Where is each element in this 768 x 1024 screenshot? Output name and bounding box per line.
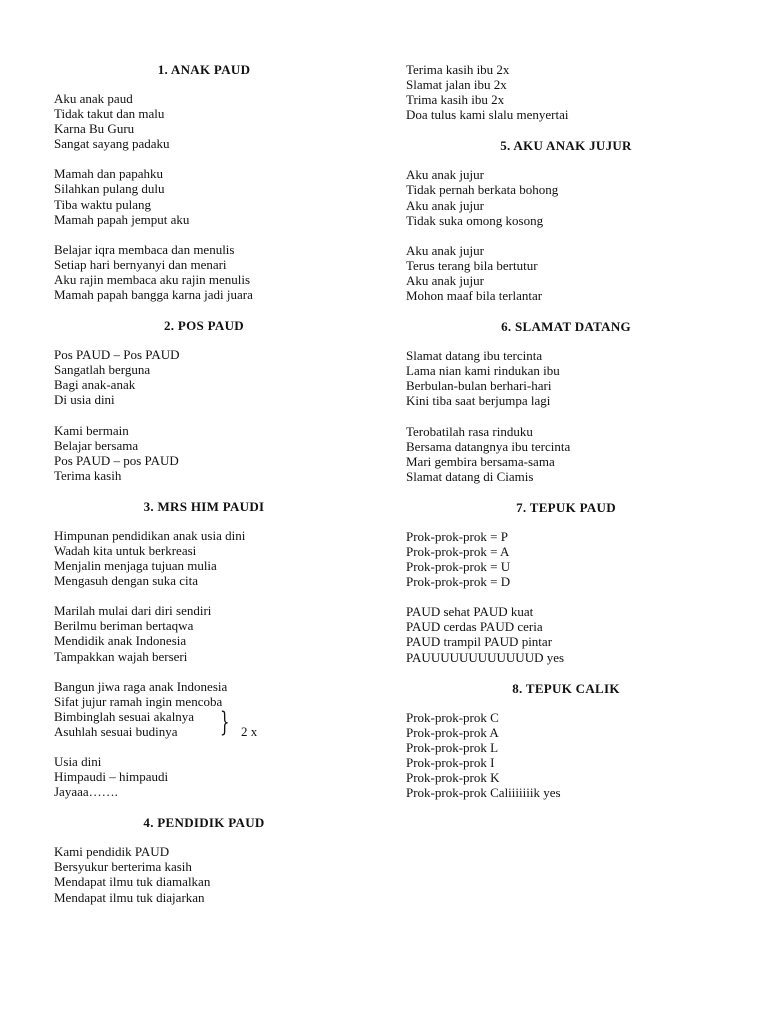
lyric-line: Setiap hari bernyanyi dan menari (54, 256, 227, 272)
lyric-line: Silahkan pulang dulu (54, 181, 165, 197)
lyric-line: Kami pendidik PAUD (54, 844, 170, 860)
lyric-line: Berbulan-bulan berhari-hari (406, 378, 552, 394)
lyric-line: Asuhlah sesuai budinya (54, 723, 178, 739)
lyric-line: Doa tulus kami slalu menyertai (406, 107, 569, 123)
stanza (54, 347, 354, 407)
left-column (54, 62, 354, 920)
song-title: 8. TEPUK CALIK (512, 680, 620, 696)
stanza (54, 679, 354, 739)
lyric-line: Prok-prok-prok Caliiiiiiik yes (406, 785, 561, 801)
lyric-line: Bersama datangnya ibu tercinta (406, 438, 571, 454)
lyric-line: Tampakkan wajah berseri (54, 648, 188, 664)
lyric-text: Bimbinglah sesuai akalnya (54, 708, 195, 724)
lyric-line: Kini tiba saat berjumpa lagi (406, 393, 551, 409)
lyric-line: PAUD sehat PAUD kuat (406, 604, 534, 620)
lyric-line: Kami bermain (54, 422, 129, 438)
lyric-line: Prok-prok-prok = D (406, 574, 511, 590)
lyric-line: Prok-prok-prok K (406, 770, 500, 785)
song-title: 3. MRS HIM PAUDI (143, 498, 265, 514)
lyric-line: Pos PAUD – Pos PAUD (54, 347, 180, 363)
lyric-line: Mamah papah bangga karna jadi juara (54, 287, 253, 303)
lyric-line: PAUUUUUUUUUUUUD yes (406, 649, 565, 665)
lyric-line: Tidak takut dan malu (54, 106, 165, 122)
stanza (406, 243, 726, 303)
lyric-line: Prok-prok-prok = P (406, 528, 508, 544)
lyric-line: Mohon maaf bila terlantar (406, 288, 543, 304)
lyric-line: Menjalin menjaga tujuan mulia (54, 558, 217, 574)
song-title: 5. AKU ANAK JUJUR (500, 138, 632, 154)
stanza (406, 167, 726, 227)
lyric-line: Prok-prok-prok C (406, 709, 499, 725)
lyric-line: Mari gembira bersama-sama (406, 453, 555, 469)
lyric-line: Trima kasih ibu 2x (406, 92, 505, 108)
lyric-line: Terima kasih (54, 467, 122, 483)
lyric-line: Marilah mulai dari diri sendiri (54, 603, 212, 619)
song-block (54, 499, 354, 799)
stanza (54, 603, 354, 663)
lyric-line: Tiba waktu pulang (54, 196, 152, 212)
lyric-line: Bagi anak-anak (54, 377, 136, 393)
lyric-line: Tidak suka omong kosong (406, 212, 544, 228)
song-block (54, 318, 354, 483)
lyric-line: Aku anak jujur (406, 197, 484, 213)
lyric-line: Belajar iqra membaca dan menulis (54, 241, 235, 257)
stanza (54, 91, 354, 151)
song-block (406, 62, 726, 122)
song-title: 1. ANAK PAUD (157, 62, 251, 77)
stanza (54, 242, 354, 302)
stanza (54, 423, 354, 483)
lyric-line: Bangun jiwa raga anak Indonesia (54, 678, 228, 694)
lyric-line: Mendapat ilmu tuk diamalkan (54, 874, 211, 890)
song-block (54, 62, 354, 302)
stanza (406, 710, 726, 801)
lyric-line: Aku anak paud (54, 91, 133, 106)
lyric-line: Himpaudi – himpaudi (54, 769, 169, 785)
lyric-line: Sifat jujur ramah ingin mencoba (54, 693, 223, 709)
lyric-line: Lama nian kami rindukan ibu (406, 363, 560, 379)
lyric-line: Prok-prok-prok A (406, 724, 499, 740)
stanza (54, 754, 354, 799)
lyric-line: Slamat datang di Ciamis (406, 468, 534, 484)
lyric-line: Aku anak jujur (406, 242, 484, 258)
lyric-line: Aku rajin membaca aku rajin menulis (54, 271, 251, 287)
song-block (406, 681, 726, 801)
lyric-line: Tidak pernah berkata bohong (406, 182, 559, 198)
right-column (406, 62, 726, 815)
lyric-line: Aku anak jujur (406, 272, 484, 288)
stanza (54, 528, 354, 588)
lyric-line: Slamat datang ibu tercinta (406, 348, 543, 364)
stanza (406, 348, 726, 408)
lyric-line: Aku anak jujur (406, 167, 484, 183)
repeat-brace: } (220, 706, 230, 738)
lyric-line: Usia dini (54, 754, 102, 769)
lyric-line: PAUD cerdas PAUD ceria (406, 619, 543, 635)
lyric-line: Belajar bersama (54, 437, 139, 453)
lyric-line: Sangat sayang padaku (54, 136, 170, 152)
song-block (406, 500, 726, 665)
stanza (54, 166, 354, 226)
song-title: 7. TEPUK PAUD (516, 499, 616, 515)
stanza (406, 529, 726, 589)
song-title: 4. PENDIDIK PAUD (143, 815, 265, 831)
lyric-line: Prok-prok-prok I (406, 754, 495, 770)
song-block (406, 319, 726, 484)
lyric-line: Terus terang bila bertutur (406, 257, 538, 273)
lyric-line: Jayaaa……. (54, 784, 118, 800)
lyric-line: Sangatlah berguna (54, 362, 151, 378)
lyric-line: Berilmu beriman bertaqwa (54, 618, 194, 634)
lyric-line: Mamah papah jemput aku (54, 211, 190, 227)
lyric-line: Terobatilah rasa rinduku (406, 423, 533, 439)
lyric-line: Prok-prok-prok = U (406, 559, 511, 575)
lyric-line: Terima kasih ibu 2x (406, 62, 510, 77)
lyric-line: Mendidik anak Indonesia (54, 633, 187, 649)
lyric-line: Karna Bu Guru (54, 121, 135, 137)
stanza (406, 604, 726, 664)
song-title: 2. POS PAUD (164, 318, 244, 334)
lyric-line: Pos PAUD – pos PAUD (54, 452, 179, 468)
lyric-line: Mengasuh dengan suka cita (54, 573, 199, 589)
lyric-line: PAUD trampil PAUD pintar (406, 634, 553, 650)
lyric-line: Prok-prok-prok = A (406, 543, 510, 559)
stanza (406, 424, 726, 484)
song-block (54, 815, 354, 904)
lyric-line: Himpunan pendidikan anak usia dini (54, 527, 246, 543)
lyric-line: Di usia dini (54, 392, 115, 408)
repeat-count: 2 x (241, 723, 258, 739)
lyric-line: Prok-prok-prok L (406, 739, 499, 755)
lyric-line: Mamah dan papahku (54, 166, 164, 182)
lyric-line: Bersyukur berterima kasih (54, 859, 192, 875)
lyric-line: Mendapat ilmu tuk diajarkan (54, 889, 205, 905)
lyric-line: Slamat jalan ibu 2x (406, 77, 507, 93)
stanza (54, 844, 354, 904)
song-title: 6. SLAMAT DATANG (501, 319, 631, 335)
song-block (406, 138, 726, 303)
stanza (406, 62, 726, 122)
lyric-line: Wadah kita untuk berkreasi (54, 542, 197, 558)
